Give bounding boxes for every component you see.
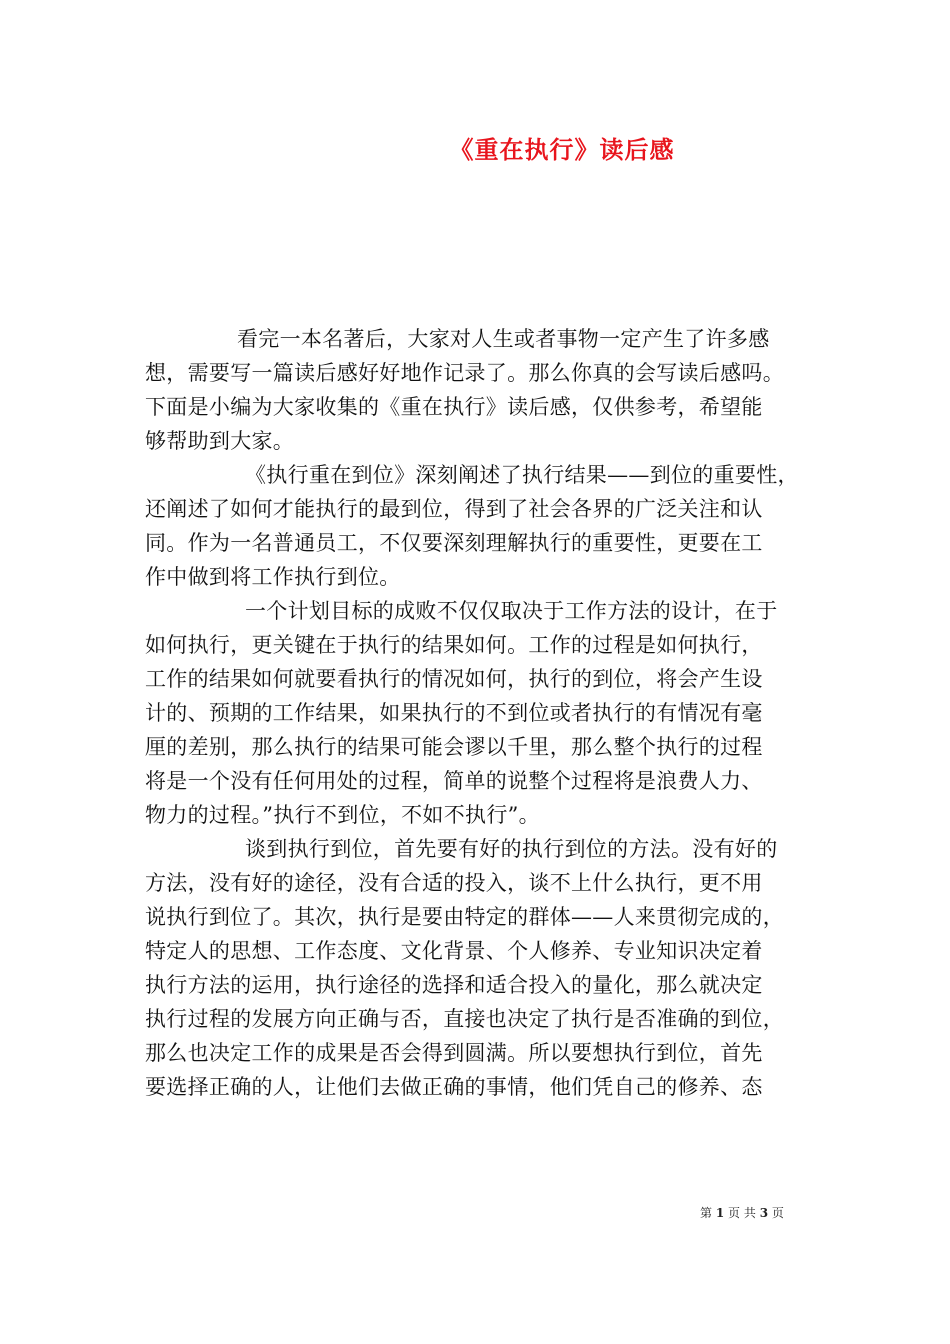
document-title: 《重在执行》读后感 [449, 135, 675, 164]
body-text-line: 谈到执行到位，首先要有好的执行到位的方法。没有好的 [245, 837, 778, 861]
body-text-line: 工作的结果如何就要看执行的情况如何，执行的到位，将会产生设 [145, 667, 763, 691]
body-text-line: 看完一本名著后，大家对人生或者事物一定产生了许多感 [237, 327, 770, 351]
footer-total-pages: 3 [759, 1206, 769, 1220]
body-text-line: 《执行重在到位》深刻阐述了执行结果——到位的重要性， [245, 463, 799, 487]
footer-prefix: 第 [700, 1206, 713, 1220]
body-text-line: 那么也决定工作的成果是否会得到圆满。所以要想执行到位，首先 [145, 1041, 763, 1065]
body-text-line: 想，需要写一篇读后感好好地作记录了。那么你真的会写读后感吗。 [145, 361, 784, 385]
body-text-line: 够帮助到大家。 [145, 429, 295, 453]
body-text-line: 作中做到将工作执行到位。 [145, 565, 401, 589]
body-text-line: 将是一个没有任何用处的过程，简单的说整个过程将是浪费人力、 [145, 769, 763, 793]
body-text-line: 厘的差别，那么执行的结果可能会谬以千里，那么整个执行的过程 [145, 735, 763, 759]
footer-current-page: 1 [715, 1206, 725, 1220]
body-text-line: 下面是小编为大家收集的《重在执行》读后感，仅供参考，希望能 [145, 395, 763, 419]
footer-middle: 页 共 [728, 1206, 756, 1220]
body-text-line: 一个计划目标的成败不仅仅取决于工作方法的设计，在于 [245, 599, 778, 623]
body-text-line: 执行方法的运用，执行途径的选择和适合投入的量化，那么就决定 [145, 973, 763, 997]
footer-suffix: 页 [771, 1206, 784, 1220]
body-text-line: 计的、预期的工作结果，如果执行的不到位或者执行的有情况有毫 [145, 701, 763, 725]
body-text-line: 同。作为一名普通员工，不仅要深刻理解执行的重要性，更要在工 [145, 531, 763, 555]
body-text-line: 说执行到位了。其次，执行是要由特定的群体——人来贯彻完成的， [145, 905, 784, 929]
body-text-line: 要选择正确的人，让他们去做正确的事情，他们凭自己的修养、态 [145, 1075, 763, 1099]
body-text-line: 执行过程的发展方向正确与否，直接也决定了执行是否准确的到位， [145, 1007, 784, 1031]
body-text-line: 还阐述了如何才能执行的最到位，得到了社会各界的广泛关注和认 [145, 497, 763, 521]
body-text-line: 如何执行，更关键在于执行的结果如何。工作的过程是如何执行， [145, 633, 763, 657]
body-text-line: 物力的过程。”执行不到位，不如不执行”。 [145, 803, 540, 827]
body-text-line: 特定人的思想、工作态度、文化背景、个人修养、专业知识决定着 [145, 939, 763, 963]
body-text-line: 方法，没有好的途径，没有合适的投入，谈不上什么执行，更不用 [145, 871, 763, 895]
document-body [145, 322, 805, 1104]
page-footer [700, 1205, 810, 1221]
